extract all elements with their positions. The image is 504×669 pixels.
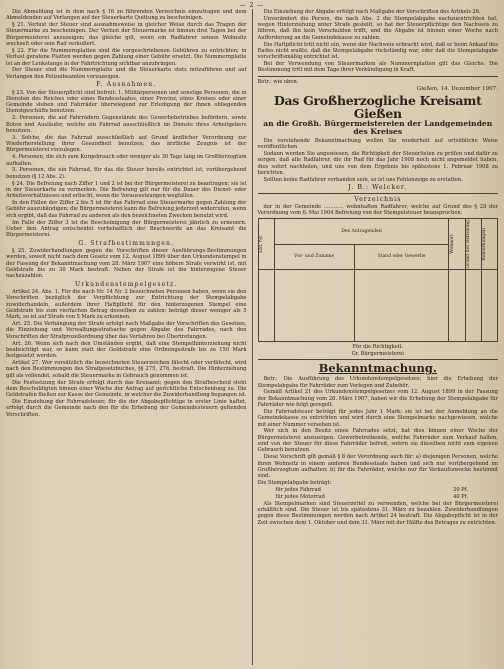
- paragraph: 3. Solche, die das Fahrrad ausschließlich auf Grund ärztlicher Verordnung zur Wiederherstellung ihrer Gesundheit benutzen; das ärztliche Zeugnis ist der Bürgermeisterei vorzulegen.: [6, 134, 247, 154]
- fee-value: 40 Pf.: [453, 493, 468, 500]
- paragraph: § 21. Verlust der Steuer sind ausnahmsweise in gleicher Weise durch das Tragen der Steuermarke zu bescheinigen. Der Verlust der Steuermarke ist binnen drei Tagen bei der Bürgermeisterei anzuzeigen; das gleiche gilt, wenn ein Radfahrer seinen Wohnsitz wechselt oder sein Rad veräußert.: [6, 22, 247, 48]
- form-cell: [449, 269, 465, 341]
- paragraph: Artikel 27. Wer vorsätzlich die bezeichneten Steuerzeichen fälscht oder verfälscht, wird nach den Bestimmungen des Strafgesetzbuches, §§ 275, 276, bestraft. Die Hinterziehung gilt als vollendet, sobald die Steuermarke in Gebrauch genommen ist.: [6, 360, 247, 379]
- section-heading: Urkundenstempelgesetz.: [75, 280, 178, 288]
- form-col-group: Des Antragenden: [274, 219, 449, 244]
- divider: [258, 193, 499, 194]
- notice-title: Das Großherzogliche Kreisamt Gießen: [273, 92, 482, 121]
- notice-closing: Als Stempelmarken sind Steuerzettel zu verwenden, welche bei der Bürgermeisterei erhältlich sind. Die Steuer ist bis spätestens 31. März zu bezahlen. Zuwiderhandlungen gegen diese Bestimmungen werden nach Artikel 24 bestraft. Die Abgabepflicht ist in der Zeit zwischen dem 1. Oktober und dem 31. März mit der Hälfte des Betrages zu entrichten.: [257, 500, 498, 526]
- notice-bekanntmachung: [258, 362, 499, 526]
- columns: [6, 9, 498, 665]
- notice-signature: J. B.: Welcker.: [348, 183, 408, 191]
- form-col-wohnort: Wohnort: [449, 219, 465, 270]
- fees-intro: Die Stempelabgabe beträgt:: [257, 480, 332, 487]
- divider: [258, 359, 499, 360]
- paragraph: § 22. Für die Nummernplatten sind die vorgeschriebenen Gebühren zu entrichten; in Verlust geratene Platten werden gegen Zahlung einer Gebühr ersetzt. Die Nummernplatte ist an der Lenkstange in der Fahrtrichtung sichtbar anzubringen.: [6, 47, 247, 67]
- paragraph: 4. Personen, die sich zum Kurgebrauch oder weniger als 30 Tage lang im Großherzogtum aufhalten.: [6, 154, 247, 167]
- left-column: [6, 9, 247, 665]
- fee-line: [258, 494, 499, 500]
- divider: [258, 76, 499, 77]
- notice-subtitle-1: an die Großh. Bürgermeistereien der Landgemeinden: [263, 118, 493, 128]
- form-footer-2: Gr. Bürgermeisterei: [351, 351, 404, 357]
- section-heading: F. Ausnahmen.: [96, 81, 157, 89]
- paragraph: 2. Personen, die auf Fahrrädern Gegenstände des Gewerbebetriebes befördern, sowie Boten und Ausläufer, welche ein Fahrrad ausschließlich im Dienste ihres Arbeitgebers benutzen.: [6, 115, 247, 134]
- paragraph: Unverändert die Person, die nach Abs. 2 die Stempelabgabe nachzuentrichten hat, wegen Hinterziehung unter Strafe gestellt, so hat der Steuerpflichtige den Nachweis zu führen, daß ihn kein Verschulden trifft, und die Abgabe ist binnen einer Woche nach Aufforderung an die Gemeindekasse zu zahlen.: [257, 15, 498, 41]
- paragraph: Die Haftpflicht tritt nicht ein, wenn der Nachweis erbracht wird, daß er beim Ankauf des Rades nicht wußte, daß die Stempelabgabe rückständig war, oder daß die Stempelabgabe vorschriftsmäßig entrichtet ist.: [257, 41, 498, 61]
- notice-paragraph: Die vorstehende Bekanntmachung wollen Sie wiederholt auf ortsübliche Weise veröffentlichen.: [257, 137, 498, 151]
- form-col-grund: Grund der Befreiung: [465, 219, 481, 270]
- right-column-top: [258, 9, 499, 74]
- notice-paragraph: Wer sich in den Besitz eines Fahrrades setzt, hat dies binnen einer Woche der Bürgermeisterei anzuzeigen. Gewerbetreibende, welche Fahrräder zum Verkauf halten, sind von der Steuer für diese Fahrräder befreit, sofern sie dieselben nicht zum eigenen Gebrauch benutzen.: [257, 428, 498, 454]
- notice-paragraph: Sollten keine Radfahrer vorhanden sein, so ist uns Fehlanzeige zu erstatten.: [263, 176, 463, 183]
- form-verzeichnis: [258, 196, 499, 357]
- form-cell: [465, 269, 481, 341]
- paragraph: Art. 26. Wenn sich nach den Umständen ergibt, daß eine Stempelhinterziehung nicht beabsichtigt war, so kann statt der Geldstrafe eine Ordnungsstrafe bis zu 150 Mark festgesetzt werden.: [6, 340, 247, 360]
- notice-paragraph: Gemäß Artikel 21 des Urkundenstempelgesetzes vom 12. August 1899 in der Fassung der Bekanntmachung vom 28. März 1907, haben wir die Erhebung der Stempelabgabe für Fahrräder wie folgt geregelt.: [257, 389, 498, 409]
- form-cell: [354, 269, 449, 341]
- paragraph: Die Einziehung der Abgabe erfolgt nach Maßgabe der Vorschriften des Artikels 26.: [263, 9, 481, 15]
- form-col-num: Lfd. Nr.: [258, 219, 274, 270]
- form-col-bemerkungen: Bemerkungen: [481, 219, 497, 270]
- paragraph: Die Abmeldung ist in dem nach § 16 zu führenden Verzeichnis einzutragen und dem Abmeldenden auf Verlangen auf der Steuerkarte Quittung zu bescheinigen.: [6, 9, 247, 22]
- notice-paragraph: Sodann werden Sie angewiesen, die Richtigkeit der Steuerlisten zu prüfen und dafür zu sorgen, daß alle Radfahrer, die ihr Rad für das Jahr 1908 noch nicht angemeldet haben, dies sofort nachholen, und uns von dem Ergebnis bis spätestens 1. Februar 1908 zu berichten.: [257, 151, 498, 176]
- notice-heading: Bekanntmachung.: [318, 361, 437, 376]
- paragraph: 5. Personen, die ein Fahrrad, für das die Steuer bereits entrichtet ist, vorübergehend benutzen (§ 12 Abs. 2).: [6, 167, 247, 180]
- form-col-stand: Stand oder Gewerbe: [354, 244, 449, 269]
- notice-subtitle-2: des Kreises: [353, 127, 403, 137]
- notice-paragraph: Die Fahrradsteuer beträgt für jedes Jahr 1 Mark; sie ist bei der Anmeldung an die Gemeindekasse zu entrichten und wird durch eine Stempelmarke nachgewiesen, welche mit einer Nummer versehen ist.: [257, 408, 498, 428]
- form-table: [258, 218, 499, 342]
- form-intro: der in der Gemeinde ............ wohnhaften Radfahrer, welche auf Grund des § 28 der Verordnung vom 6. Mai 1904 Befreiung von der Stempelsteuer beanspruchen.: [257, 203, 498, 216]
- form-cell: [274, 269, 354, 341]
- page-number: — 2 —: [239, 2, 265, 9]
- paragraph: § 25. Zuwiderhandlungen gegen die Vorschriften dieser Ausführungs-Bestimmungen werden, soweit nicht nach dem Gesetz vom 12. August 1899 über den Urkundenstempel in der Fassung der Bekanntmachung vom 28. März 1907 eine höhere Strafe verwirkt ist, mit Geldstrafe bis zu 30 Mark bestraft. Neben der Strafe ist die hinterzogene Steuer nachzuzahlen.: [6, 248, 247, 280]
- notice-paragraph: Diese Vorschrift gilt gemäß § 8 der Verordnung auch für: a) diejenigen Personen, welche ihren Wohnsitz in einem anderen Bundesstaate haben und sich nur vorübergehend im Großherzogtum aufhalten; b) für die Fahrräder, welche nur für Verkaufszwecke bestimmt sind.: [257, 454, 498, 480]
- paragraph: In den Fällen der Ziffer 2 bis 5 ist für das Fahrrad eine Steuermarke gegen Zahlung der Gebühr auszuhändigen; die Bürgermeisterei kann die Befreiung jederzeit widerrufen, wenn sich ergibt, daß das Fahrrad zu anderen als den bezeichneten Zwecken benutzt wird.: [6, 200, 247, 219]
- notice-kreisamt: [258, 79, 499, 191]
- notice-ref: Betr.: Die Ausführung des Urkundenstempelgesetzes; hier die Erhebung der Stempelabgabe für Fahrräder zum Vorlegen und Zubehör.: [257, 376, 498, 389]
- fee-line: [258, 487, 499, 493]
- paragraph: Artikel 24. Abs. 1. Für die nach Nr. 14 Nr. 2 bezeichneten Personen haben, wenn sie den Vorschriften bezüglich der Verpflichtung zur Entrichtung der Stempelabgabe zuwiderhandeln, außerdem ihrer Haftpflicht für den hinterzogenen Stempel eine Geldstrafe bis zum vierfachen Betrag desselben zu zahlen; beträgt dieser weniger als 5 Mark, so ist auf Strafe von 5 Mark zu erkennen.: [6, 289, 247, 321]
- fee-label: für jedes Motorrad: [275, 493, 325, 500]
- paragraph: Die Festsetzung der Strafe erfolgt durch das Kreisamt; gegen den Strafbescheid steht dem Beschuldigten binnen einer Woche der Antrag auf gerichtliche Entscheidung zu. Die Geldstrafen fließen zur Kasse der Gemeinde, in welcher die Zuwiderhandlung begangen ist.: [6, 379, 247, 399]
- paragraph: Der Steuer sind die Nummernplatte und die Steuerkarte stets mitzuführen und auf Verlangen den Polizeibeamten vorzuzeigen.: [6, 67, 247, 80]
- form-footer-1: Für die Richtigkeit.: [352, 344, 404, 351]
- paragraph: § 24. Die Befreiung nach Ziffer 1 und 2 ist bei der Bürgermeisterei zu beantragen; sie ist in der Steuerkarte zu vermerken. Die Befreiung gilt nur für die Dauer des Dienst- oder Arbeitsverhältnisses und erlischt, wenn die Voraussetzungen wegfallen.: [6, 180, 247, 200]
- paragraph: Art. 25. Die Verhängung der Strafe erfolgt nach Maßgabe der Vorschriften des Gesetzes, die Einziehung und Verwaltungsstrafsache gegen Abgabe des Fahrrades, nach den Vorschriften der Strafprozeßordnung über das Verfahren bei Übertretungen.: [6, 321, 247, 340]
- paragraph: Die Einziehung der Fahrradsteuer, für die der Abgabepflichtige in erster Linie haftet, erfolgt durch die Gemeinde nach den für die Erhebung der Gemeindesteuern geltenden Vorschriften.: [6, 399, 247, 418]
- fee-value: 20 Pf.: [453, 486, 468, 493]
- notice-ref-line: Betr.: wie oben.: [257, 78, 299, 85]
- notice-place-date: Gießen, 14. Dezember 1907.: [416, 85, 498, 92]
- section-heading: G. Strafbestimmungen.: [78, 239, 175, 247]
- fee-label: für jedes Fahrrad: [275, 486, 321, 493]
- paragraph: Im Falle der Ziffer 3 ist die Bescheinigung der Bürgermeisterei jährlich zu erneuern. Ueber den Antrag entscheidet vorbehaltlich der Beschwerde an das Kreisamt die Bürgermeisterei.: [6, 219, 247, 239]
- right-column: [252, 9, 499, 665]
- form-cell: [258, 269, 274, 341]
- form-col-name: Vor- und Zuname: [274, 244, 354, 269]
- paragraph: § 23. Von der Steuerpflicht sind befreit: 1. Militärpersonen und sonstige Personen, die in Diensten des Reiches oder eines Bundesstaates, einer Provinz, eines Kreises oder einer Gemeinde stehen und Fahrräder überwiegend zur Erledigung der ihnen obliegenden Dienstgeschäfte benutzen.: [6, 89, 247, 115]
- form-cell: [481, 269, 497, 341]
- form-title: Verzeichnis: [354, 196, 402, 204]
- paragraph: Bei der Verwendung von Steuermarken als Nummernplatten gilt das Gleiche. Die Bestimmung tritt mit dem Tage ihrer Verkündigung in Kraft.: [257, 61, 498, 74]
